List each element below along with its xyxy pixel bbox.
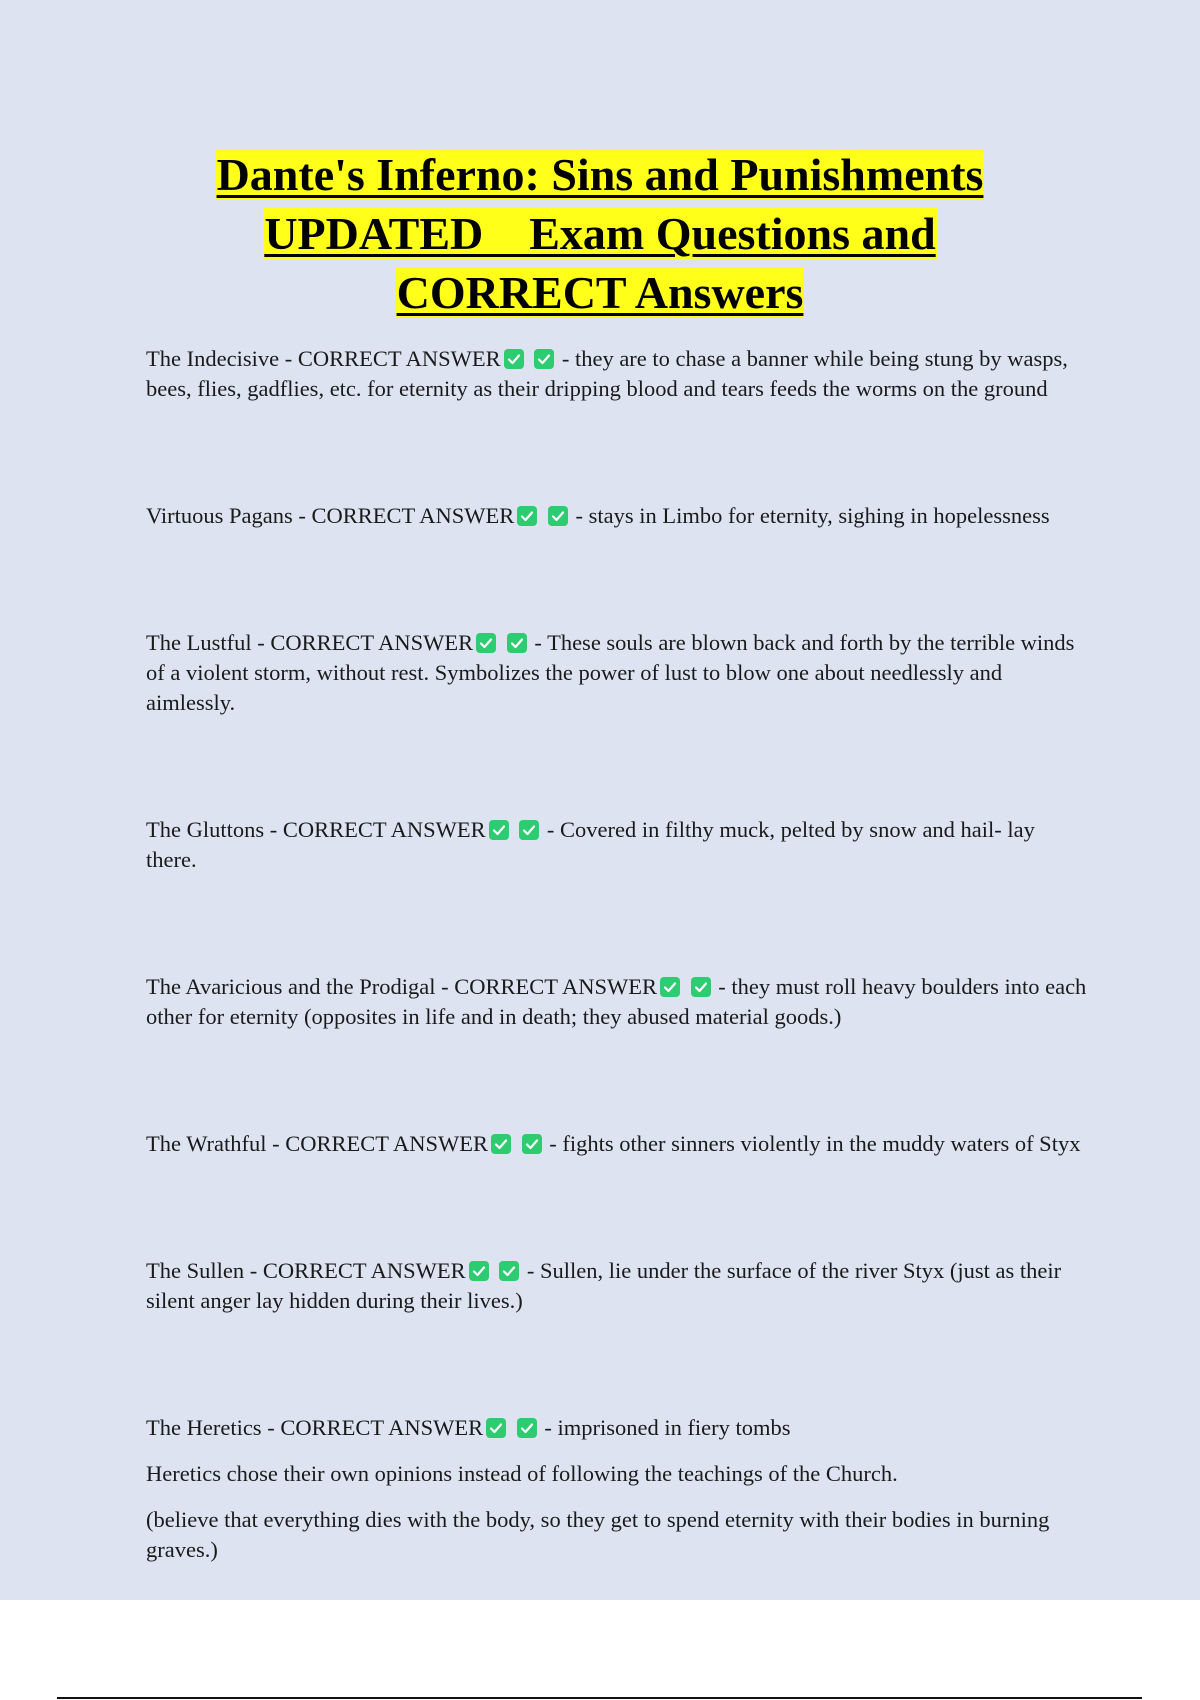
answer-label: CORRECT ANSWER (297, 346, 501, 371)
answer-label: CORRECT ANSWER (285, 1131, 489, 1156)
qa-line (146, 972, 1091, 1032)
qa-entry (146, 1413, 1091, 1565)
answer-label: CORRECT ANSWER (280, 1415, 484, 1440)
separator: - (538, 1415, 558, 1440)
qa-entry (146, 815, 1091, 875)
qa-entry (146, 628, 1091, 718)
separator: - (251, 630, 271, 655)
answer-label: CORRECT ANSWER (282, 817, 486, 842)
qa-line (146, 1413, 1091, 1443)
check-mark-icon (491, 1134, 511, 1154)
separator: - (244, 1258, 263, 1283)
answer-label: CORRECT ANSWER (454, 974, 658, 999)
qa-line (146, 344, 1091, 404)
entry-answer: they must roll heavy boulders into each other for eternity (opposites in life and in death; they abused material goods.) (146, 974, 1087, 1029)
check-mark-icon (504, 349, 524, 369)
entry-extra-note: Heretics chose their own opinions instead of following the teachings of the Church. (146, 1461, 898, 1486)
check-mark-icon (507, 633, 527, 653)
check-mark-icon (534, 349, 554, 369)
qa-entry (146, 972, 1091, 1032)
answer-label: CORRECT ANSWER (262, 1258, 466, 1283)
check-mark-icon (476, 633, 496, 653)
qa-line (146, 1256, 1091, 1316)
entry-answer: imprisoned in fiery tombs (557, 1415, 791, 1440)
separator: - (712, 974, 732, 999)
separator: - (521, 1258, 540, 1283)
qa-line (146, 501, 1091, 531)
answer-label: CORRECT ANSWER (311, 503, 515, 528)
separator: - (266, 1131, 286, 1156)
qa-entry (146, 501, 1091, 531)
check-mark-icon (469, 1261, 489, 1281)
entry-answer: fights other sinners violently in the muddy waters of Styx (562, 1131, 1081, 1156)
title-line-1: Dante's Inferno: Sins and Punishments (216, 149, 984, 200)
entry-extra-note: (believe that everything dies with the body, so they get to spend eternity with their bodies in burning graves.) (146, 1507, 1050, 1562)
check-mark-icon (486, 1418, 506, 1438)
entry-term: The Heretics (146, 1415, 262, 1440)
check-mark-icon (691, 977, 711, 997)
entry-term: Virtuous Pagans (146, 503, 293, 528)
check-mark-icon (499, 1261, 519, 1281)
footer-divider (57, 1697, 1142, 1699)
separator: - (261, 1415, 281, 1440)
title-line-3: CORRECT Answers (396, 267, 804, 318)
entry-term: The Indecisive (146, 346, 280, 371)
check-mark-icon (489, 820, 509, 840)
entry-answer: stays in Limbo for eternity, sighing in hopelessness (588, 503, 1050, 528)
entry-term: The Wrathful (146, 1131, 267, 1156)
check-mark-icon (522, 1134, 542, 1154)
qa-line (146, 1129, 1091, 1159)
check-mark-icon (548, 506, 568, 526)
qa-entry (146, 344, 1091, 404)
document-title (0, 145, 1200, 322)
separator: - (279, 346, 298, 371)
qa-line (146, 628, 1091, 718)
check-mark-icon (519, 820, 539, 840)
check-mark-icon (660, 977, 680, 997)
entry-answer: Sullen, lie under the surface of the river Styx (just as their silent anger lay hidden during their lives.) (146, 1258, 1062, 1313)
answer-label: CORRECT ANSWER (270, 630, 474, 655)
separator: - (292, 503, 312, 528)
question-answer-list (146, 344, 1091, 1662)
entry-term: The Avaricious and the Prodigal (146, 974, 436, 999)
separator: - (569, 503, 589, 528)
entry-answer: Covered in filthy muck, pelted by snow and hail- lay there. (146, 817, 1035, 872)
check-mark-icon (517, 506, 537, 526)
title-line-2: UPDATED Exam Questions and (264, 208, 936, 259)
separator: - (435, 974, 455, 999)
separator: - (528, 630, 548, 655)
qa-entry (146, 1129, 1091, 1159)
separator: - (264, 817, 283, 842)
entry-answer: These souls are blown back and forth by the terrible winds of a violent storm, without rest. Symbolizes the power of lust to blow one about needlessly and aimlessly. (146, 630, 1075, 715)
qa-entry (146, 1256, 1091, 1316)
entry-answer: they are to chase a banner while being stung by wasps, bees, flies, gadflies, etc. for eternity as their dripping blood and tears feeds the worms on the ground (146, 346, 1068, 401)
entry-term: The Lustful (146, 630, 252, 655)
separator: - (556, 346, 575, 371)
qa-line (146, 815, 1091, 875)
entry-term: The Gluttons (146, 817, 265, 842)
separator: - (541, 817, 560, 842)
separator: - (543, 1131, 563, 1156)
check-mark-icon (517, 1418, 537, 1438)
entry-term: The Sullen (146, 1258, 245, 1283)
